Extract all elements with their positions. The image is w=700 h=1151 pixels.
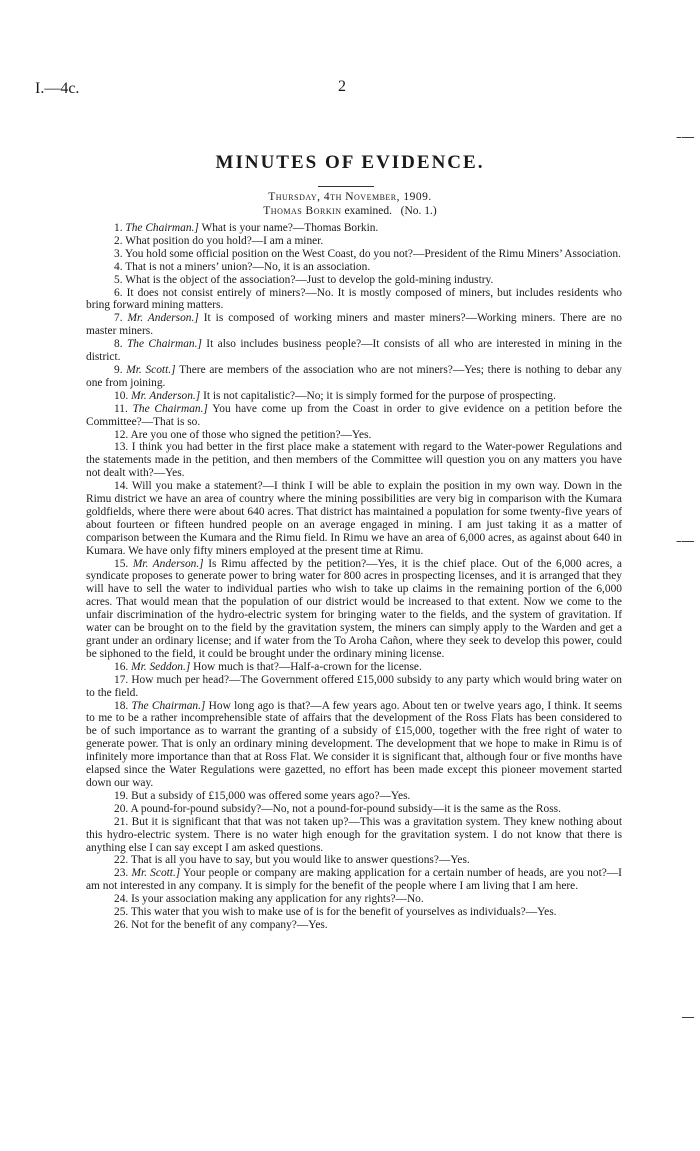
question-text: It also includes business people?—It consists of all who are interested in mining in the district. — [86, 338, 622, 364]
question-text: What is the object of the association?—Just to develop the gold-mining industry. — [125, 273, 494, 286]
question-text: How long ago is that?—A few years ago. About ten or twelve years ago, I think. It seems to me to be a rather incomprehensible state of affairs that the development of the Ross Flats has been considered to be of such importance as to warrant the granting of a subsidy of £15,000, together with the free right of water to generate power. That is only an ordinary mining development. The development that we hope to make in Rimu is of infinitely more importance than that at Ross Flat. We consider it is significant that, although four or five months have elapsed since the Water Regulations were gazetted, no effort has been made except this pioneer movement started down our way. — [86, 699, 622, 789]
question-paragraph — [86, 919, 622, 932]
question-number: 20. — [114, 802, 129, 815]
question-number: 23. — [114, 867, 129, 880]
margin-mark-bottom: ― — [682, 1010, 694, 1024]
question-number: 21. — [114, 815, 129, 828]
speaker-name: Mr. Seddon.] — [131, 660, 191, 673]
question-text: But a subsidy of £15,000 was offered some years ago?—Yes. — [131, 789, 411, 802]
question-paragraph — [86, 803, 622, 816]
question-paragraph — [86, 274, 622, 287]
date-line: Thursday, 4th November, 1909. — [268, 191, 432, 203]
question-paragraph — [86, 287, 622, 313]
question-text: A pound-for-pound subsidy?—No, not a pound-for-pound subsidy—it is the same as the Ross. — [130, 802, 561, 815]
question-text: That is not a miners’ union?—No, it is an association. — [125, 260, 371, 273]
question-text: It is not capitalistic?—No; it is simply formed for the purpose of prospecting. — [203, 389, 556, 402]
question-text: Your people or company are making application for a certain number of heads, are you not?—I am not interested in any company. It is simply for the benefit of the people where I am living that I am here. — [86, 867, 622, 893]
question-text: What position do you hold?—I am a miner. — [125, 234, 324, 247]
question-text: How much is that?—Half-a-crown for the license. — [193, 660, 422, 673]
question-paragraph — [86, 816, 622, 855]
question-paragraph — [86, 558, 622, 661]
question-number: 26. — [114, 918, 129, 931]
question-number: 16. — [114, 660, 129, 673]
question-paragraph — [86, 790, 622, 803]
question-text: You hold some official position on the West Coast, do you not?—President of the Rimu Miners’ Association. — [124, 247, 621, 260]
question-number: 19. — [114, 789, 129, 802]
witness-action: examined. — [344, 205, 393, 217]
question-text: Is your association making any application for any rights?—No. — [131, 893, 424, 906]
question-text: I think you had better in the first place make a statement with regard to the Water-power Regulations and the statements made in the petition, and then members of the Committee will question you on any matters you have not dealt with?—Yes. — [86, 441, 622, 480]
speaker-name: The Chairman.] — [126, 338, 202, 351]
question-text: What is your name?—Thomas Borkin. — [201, 222, 379, 234]
question-number: 18. — [114, 699, 129, 712]
question-text: Will you make a statement?—I think I will be able to explain the position in my own way. Down in the Rimu district we have an area of country where the mining possibilities are very big in comparison with the Kumara goldfields, where there were about 640 acres. That district has maintained a population for some twenty-five years of about fourteen or fifteen hundred people on an average engaged in mining. I am just taking it as a matter of comparison between the Kumara and the Rimu field. In Rimu we have an area of 6,000 acres, as against about 640 in Kumara. We have only fifty miners employed at the present time at Rimu. — [86, 480, 622, 557]
margin-mark-top: –― — [676, 130, 694, 144]
speaker-name: Mr. Anderson.] — [127, 312, 199, 325]
question-number: 6. — [114, 286, 123, 299]
witness-line — [0, 205, 700, 217]
question-paragraph — [86, 248, 622, 261]
question-text: That is all you have to say, but you would like to answer questions?—Yes. — [130, 854, 470, 867]
page-number: 2 — [338, 78, 346, 95]
question-paragraph — [86, 854, 622, 867]
speaker-name: The Chairman.] — [131, 699, 206, 712]
speaker-name: Mr. Scott.] — [131, 867, 181, 880]
question-paragraph — [86, 906, 622, 919]
speaker-name: Mr. Anderson.] — [132, 557, 204, 570]
question-text: This water that you wish to make use of is for the benefit of yourselves as individuals?—Yes. — [130, 906, 557, 919]
question-number: 13. — [114, 441, 129, 454]
question-number: 5. — [114, 273, 123, 286]
question-paragraph — [86, 312, 622, 338]
question-number: 9. — [114, 363, 123, 376]
question-number: 12. — [114, 428, 129, 441]
question-text: Not for the benefit of any company?—Yes. — [131, 918, 328, 931]
question-number: 10. — [114, 389, 129, 402]
witness-name: Thomas Borkin — [263, 205, 342, 217]
question-paragraph — [86, 867, 622, 893]
question-paragraph — [86, 661, 622, 674]
question-number: 11. — [114, 402, 128, 415]
question-paragraph — [86, 480, 622, 557]
question-paragraph — [86, 222, 622, 235]
evidence-body — [86, 222, 622, 932]
question-text: How much per head?—The Government offered £15,000 subsidy to any party which would bring water on to the field. — [86, 673, 622, 699]
question-paragraph — [86, 338, 622, 364]
title-rule — [318, 186, 374, 187]
question-number: 2. — [114, 234, 123, 247]
question-paragraph — [86, 390, 622, 403]
witness-number: (No. 1.) — [400, 205, 437, 217]
question-paragraph — [86, 403, 622, 429]
speaker-name: Mr. Anderson.] — [131, 389, 201, 402]
question-number: 8. — [114, 338, 123, 351]
question-number: 15. — [114, 557, 129, 570]
question-number: 25. — [114, 906, 129, 919]
question-number: 3. — [114, 247, 123, 260]
question-paragraph — [86, 364, 622, 390]
margin-mark-middle: –― — [676, 534, 694, 548]
question-number: 17. — [114, 673, 129, 686]
document-reference: I.—4c. — [35, 80, 80, 97]
question-text: But it is significant that that was not taken up?—This was a gravitation system. They knew nothing about this hydro-electric system. There is no water high enough for the gravitation system. I do not know that there is anything else I can say except I am asked questions. — [86, 815, 622, 854]
question-paragraph — [86, 700, 622, 790]
question-text: You have come up from the Coast in order to give evidence on a petition before the Committee?—That is so. — [86, 402, 622, 428]
question-paragraph — [86, 235, 622, 248]
question-text: It is composed of working miners and master miners?—Working miners. There are no master miners. — [86, 312, 622, 338]
speaker-name: The Chairman.] — [125, 222, 199, 234]
question-paragraph — [86, 261, 622, 274]
question-number: 22. — [114, 854, 129, 867]
question-number: 14. — [114, 480, 129, 493]
question-paragraph — [86, 441, 622, 480]
document-title: MINUTES OF EVIDENCE. — [215, 152, 485, 173]
question-number: 24. — [114, 893, 129, 906]
question-number: 4. — [114, 260, 123, 273]
question-number: 1. — [114, 222, 123, 234]
question-paragraph — [86, 674, 622, 700]
question-text: There are members of the association who are not miners?—Yes; there is nothing to debar any one from joining. — [86, 363, 622, 389]
question-text: Is Rimu affected by the petition?—Yes, it is the chief place. Out of the 6,000 acres, a syndicate proposes to generate power to bring water for 800 acres in prospecting licenses, and it is arranged that they will have to sell the water to individual parties who wish to take up claims in the remaining portion of the 6,000 acres. That would mean that the population of our district would be increased to that extent. Now we come to the unfair discrimination of the hydro-electric system for bringing water to the fields, and the system of gravitation. If water can be brought on to the field by the gravitation system, the miners can simply apply to the Warden and get a grant under an ordinary license; and if water from the To Aroha Cañon, where they seek to develop this power, could be siphoned to the field, it could be brought under the ordinary mining license. — [86, 557, 622, 660]
question-paragraph — [86, 893, 622, 906]
speaker-name: The Chairman.] — [132, 402, 208, 415]
question-text: Are you one of those who signed the petition?—Yes. — [130, 428, 372, 441]
question-text: It does not consist entirely of miners?—No. It is mostly composed of miners, but includes residents who bring forward mining matters. — [86, 286, 622, 312]
question-number: 7. — [114, 312, 123, 325]
question-paragraph — [86, 429, 622, 442]
speaker-name: Mr. Scott.] — [126, 363, 176, 376]
